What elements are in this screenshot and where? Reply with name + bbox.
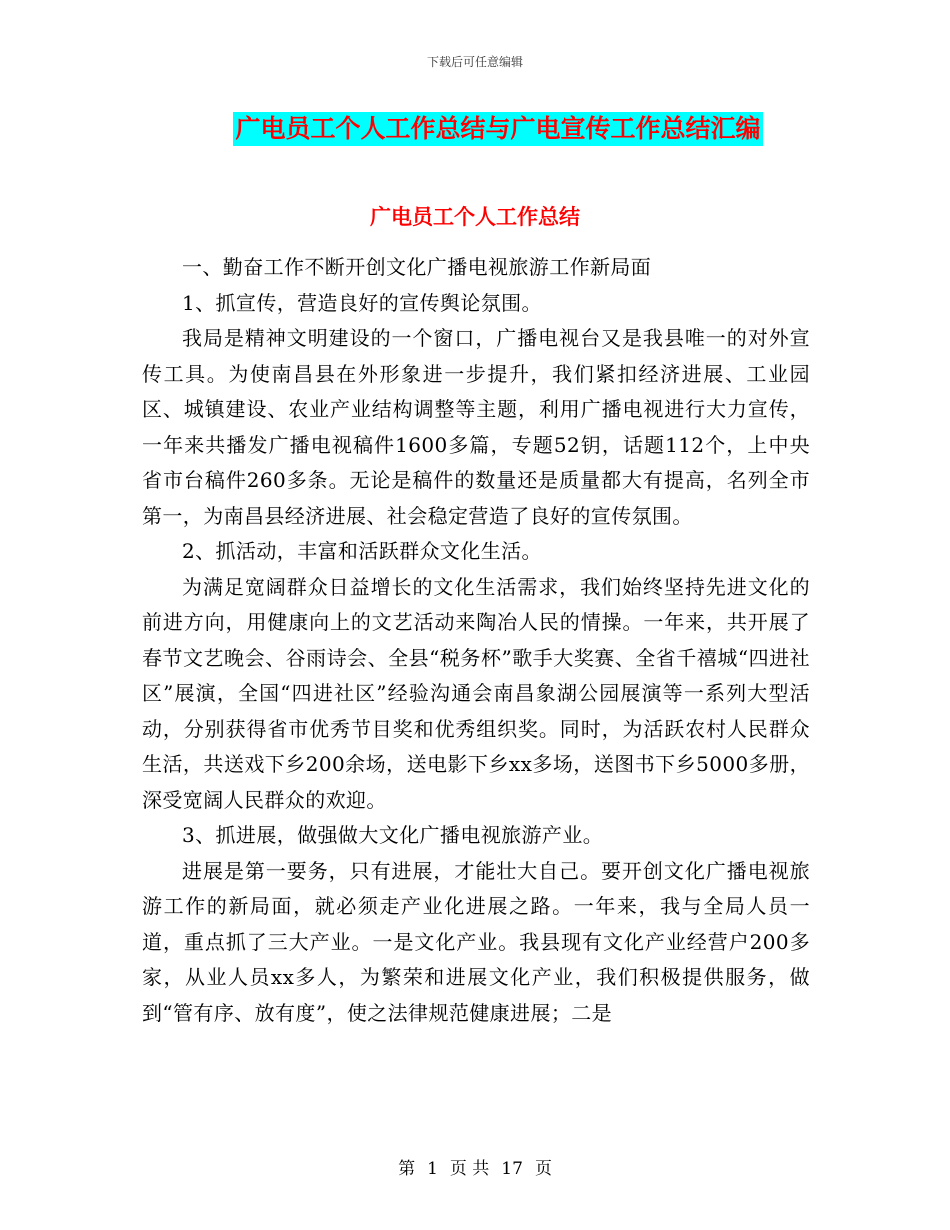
footer-prefix: 第 xyxy=(398,1159,416,1179)
paragraph-subheading-2: 2、抓活动，丰富和活跃群众文化生活。 xyxy=(182,539,542,563)
footer-page-number: 1 xyxy=(427,1159,438,1179)
footer-middle: 页 共 xyxy=(449,1159,490,1179)
footer-total-pages: 17 xyxy=(501,1159,523,1179)
paragraph-body-2: 为满足宽阔群众日益增长的文化生活需求，我们始终坚持先进文化的前进方向，用健康向上的文艺活动来陶冶人民的情操。一年来，共开展了春节文艺晚会、谷雨诗会、全县“税务杯”歌手大奖赛、全省千禧城“四进社区”展演，全国“四进社区”经验沟通会南昌象湖公园展演等一系列大型活动，分别获得省市优秀节目奖和优秀组织奖。同时，为活跃农村人民群众生活，共送戏下乡200余场，送电影下乡xx多场，送图书下乡5000多册，深受宽阔人民群众的欢迎。 xyxy=(142,574,810,812)
paragraph-subheading-3: 3、抓进展，做强做大文化广播电视旅游产业。 xyxy=(182,823,604,847)
header-note: 下载后可任意编辑 xyxy=(426,55,523,69)
paragraph-body-3: 进展是第一要务，只有进展，才能壮大自己。要开创文化广播电视旅游工作的新局面，就必须走产业化进展之路。一年来，我与全局人员一道，重点抓了三大产业。一是文化产业。我县现有文化产业经营户200多家，从业人员xx多人，为繁荣和进展文化产业，我们积极提供服务，做到“管有序、放有度”，使之法律规范健康进展；二是 xyxy=(142,858,810,1025)
document-title: 广电员工个人工作总结与广电宣传工作总结汇编 xyxy=(233,112,762,146)
paragraph-subheading-1: 1、抓宣传，营造良好的宣传舆论氛围。 xyxy=(182,290,542,315)
paragraph-heading-1: 一、勤奋工作不断开创文化广播电视旅游工作新局面 xyxy=(182,255,652,279)
document-body xyxy=(142,250,810,1031)
paragraph-body-1: 我局是精神文明建设的一个窗口，广播电视台又是我县唯一的对外宣传工具。为使南昌县在外形象进一步提升，我们紧扣经济进展、工业园区、城镇建设、农业产业结构调整等主题，利用广播电视进行大力宣传，一年来共播发广播电视稿件1600多篇，专题52钥，话题112个，上中央省市台稿件260多条。无论是稿件的数量还是质量都大有提高，名列全市第一，为南昌县经济进展、社会稳定营造了良好的宣传氛围。 xyxy=(142,326,810,528)
page-footer xyxy=(0,1154,950,1179)
document-title-wrap xyxy=(0,112,950,146)
section-title: 广电员工个人工作总结 xyxy=(370,205,580,229)
footer-suffix: 页 xyxy=(534,1159,552,1179)
